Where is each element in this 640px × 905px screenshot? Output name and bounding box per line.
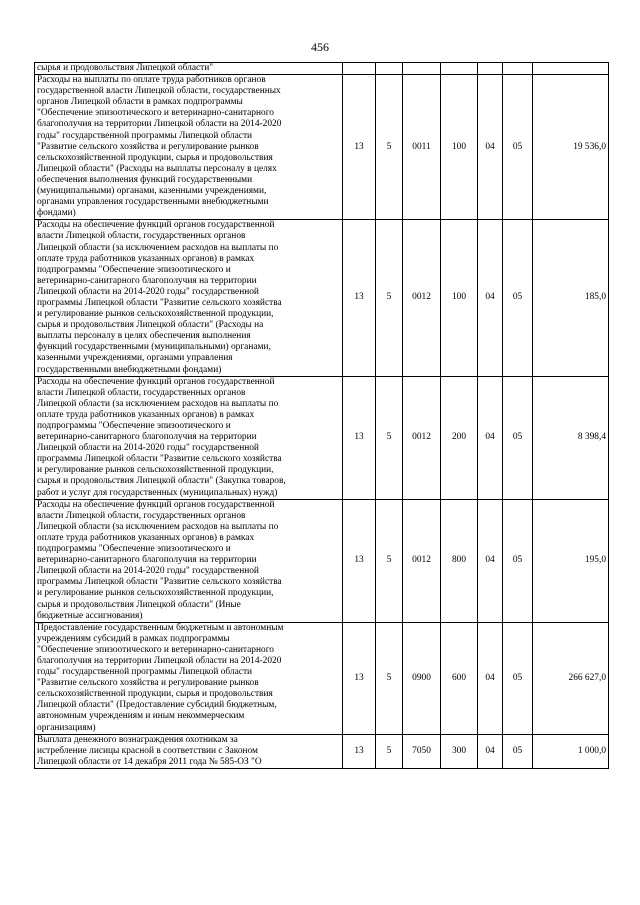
cell-code-4: 200 [441,376,478,499]
cell-code-3 [403,63,441,75]
row-description: Расходы на обеспечение функций органов государственной власти Липецкой области, государственных органов Липецкой области (за исключением расходов на выплаты по оплате труда работников указанных органов) в рамках подпрограммы "Обеспечение эпизоотического и ветеринарно-санитарного благополучия на территории Липецкой области на 2014-2020 годы" государственной программы Липецкой области "Развитие сельского хозяйства и регулирование рынков сельскохозяйственной продукции, сырья и продовольствия Липецкой области" (Закупка товаров, работ и услуг для государственных (муниципальных) нужд) [35,376,343,499]
cell-code-1: 13 [343,75,376,220]
cell-code-4: 100 [441,75,478,220]
cell-code-1: 13 [343,734,376,768]
cell-amount: 195,0 [533,499,609,622]
row-description: Расходы на обеспечение функций органов государственной власти Липецкой области, государственных органов Липецкой области (за исключением расходов на выплаты по оплате труда работников указанных органов) в рамках подпрограммы "Обеспечение эпизоотического и ветеринарно-санитарного благополучия на территории Липецкой области на 2014-2020 годы" государственной программы Липецкой области "Развитие сельского хозяйства и регулирование рынков сельскохозяйственной продукции, сырья и продовольствия Липецкой области" (Иные бюджетные ассигнования) [35,499,343,622]
cell-code-1 [343,63,376,75]
cell-code-6: 05 [503,75,533,220]
cell-code-4: 300 [441,734,478,768]
cell-code-2: 5 [376,622,403,734]
cell-code-1: 13 [343,499,376,622]
row-description: Выплата денежного вознаграждения охотникам за истребление лисицы красной в соответствии с Законом Липецкой области от 14 декабря 2011 года № 585-ОЗ "О [35,734,343,768]
table-row [35,220,609,376]
cell-code-1: 13 [343,376,376,499]
cell-amount: 185,0 [533,220,609,376]
row-description: Расходы на выплаты по оплате труда работников органов государственной власти Липецкой области, государственных органов Липецкой области в рамках подпрограммы "Обеспечение эпизоотического и ветеринарно-санитарного благополучия на территории Липецкой области на 2014-2020 годы" государственной программы Липецкой области "Развитие сельского хозяйства и регулирование рынков сельскохозяйственной продукции, сырья и продовольствия Липецкой области" (Расходы на выплаты персоналу в целях обеспечения выполнения функций государственными (муниципальными) органами, казенными учреждениями, органами управления государственными внебюджетными фондами) [35,75,343,220]
budget-table [34,62,609,769]
table-row [35,63,609,75]
cell-code-3: 0011 [403,75,441,220]
cell-code-3: 0012 [403,499,441,622]
table-row [35,376,609,499]
cell-amount: 8 398,4 [533,376,609,499]
cell-code-4 [441,63,478,75]
cell-amount: 19 536,0 [533,75,609,220]
cell-code-2: 5 [376,75,403,220]
cell-code-5: 04 [478,622,503,734]
cell-code-2: 5 [376,734,403,768]
cell-code-3: 0012 [403,220,441,376]
cell-code-4: 100 [441,220,478,376]
cell-code-1: 13 [343,622,376,734]
cell-code-6: 05 [503,220,533,376]
cell-code-3: 0900 [403,622,441,734]
cell-code-2: 5 [376,376,403,499]
cell-amount: 1 000,0 [533,734,609,768]
cell-code-2: 5 [376,220,403,376]
cell-code-6: 05 [503,622,533,734]
row-description: Предоставление государственным бюджетным и автономным учреждениям субсидий в рамках подпрограммы "Обеспечение эпизоотического и ветеринарно-санитарного благополучия на территории Липецкой области на 2014-2020 годы" государственной программы Липецкой области "Развитие сельского хозяйства и регулирование рынков сельскохозяйственной продукции, сырья и продовольствия Липецкой области" (Предоставление субсидий бюджетным, автономным учреждениям и иным некоммерческим организациям) [35,622,343,734]
cell-code-4: 600 [441,622,478,734]
cell-code-4: 800 [441,499,478,622]
table-row [35,622,609,734]
cell-amount [533,63,609,75]
page-number: 456 [311,40,329,54]
cell-code-6: 05 [503,734,533,768]
row-description: Расходы на обеспечение функций органов государственной власти Липецкой области, государственных органов Липецкой области (за исключением расходов на выплаты по оплате труда работников указанных органов) в рамках подпрограммы "Обеспечение эпизоотического и ветеринарно-санитарного благополучия на территории Липецкой области на 2014-2020 годы" государственной программы Липецкой области "Развитие сельского хозяйства и регулирование рынков сельскохозяйственной продукции, сырья и продовольствия Липецкой области" (Расходы на выплаты персоналу в целях обеспечения выполнения функций государственными (муниципальными) органами, казенными учреждениями, органами управления государственными внебюджетными фондами) [35,220,343,376]
cell-code-3: 0012 [403,376,441,499]
cell-code-6: 05 [503,499,533,622]
cell-amount: 266 627,0 [533,622,609,734]
cell-code-5: 04 [478,75,503,220]
cell-code-6 [503,63,533,75]
cell-code-6: 05 [503,376,533,499]
cell-code-2: 5 [376,499,403,622]
cell-code-5: 04 [478,499,503,622]
cell-code-5: 04 [478,734,503,768]
cell-code-5: 04 [478,376,503,499]
cell-code-5: 04 [478,220,503,376]
cell-code-1: 13 [343,220,376,376]
table-row [35,499,609,622]
cell-code-2 [376,63,403,75]
table-row [35,75,609,220]
cell-code-3: 7050 [403,734,441,768]
row-description: сырья и продовольствия Липецкой области" [35,63,343,75]
cell-code-5 [478,63,503,75]
table-row [35,734,609,768]
